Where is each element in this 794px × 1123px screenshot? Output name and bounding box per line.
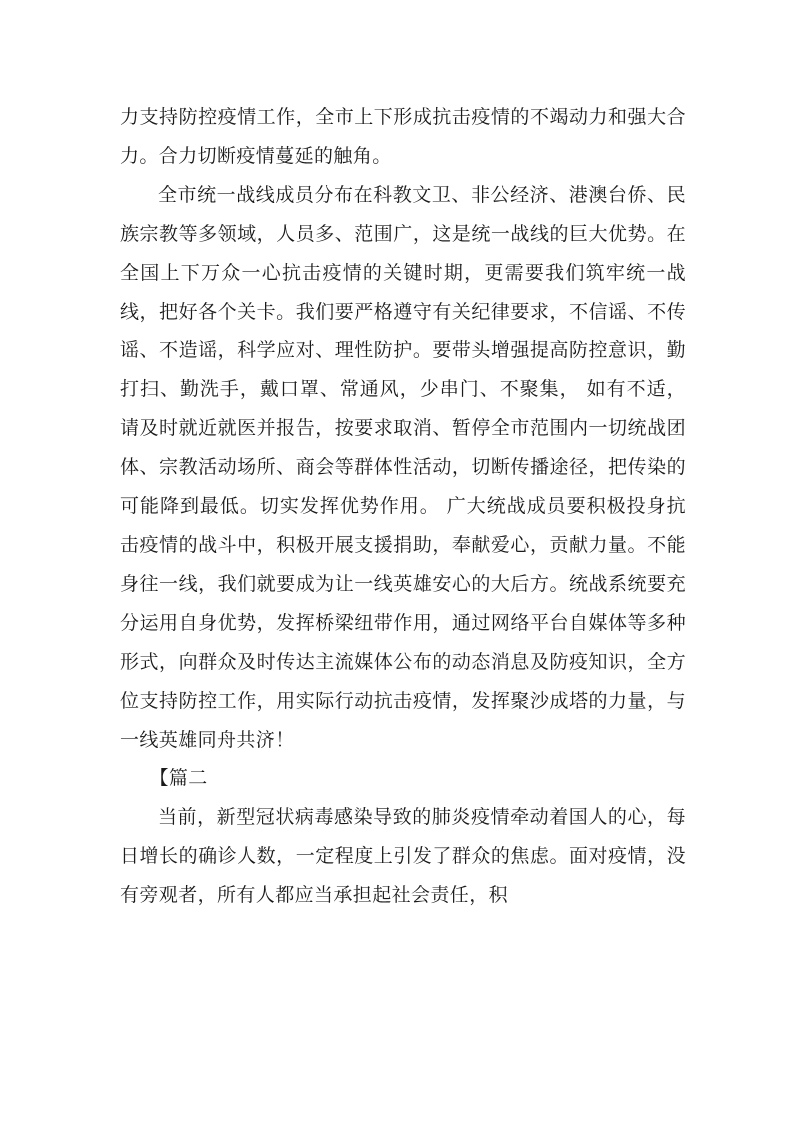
paragraph-continuation: 力支持防控疫情工作，全市上下形成抗击疫情的不竭动力和强大合力。合力切断疫情蔓延的触角。	[120, 106, 686, 167]
section-heading-part-two: 【篇二	[149, 767, 208, 790]
paragraph-united-front: 全市统一战线成员分布在科教文卫、非公经济、港澳台侨、民族宗教等多领域，人员多、范围广，这是统一战线的巨大优势。在全国上下万众一心抗击疫情的关键时期，更需要我们筑牢统一战线，把好各个关卡。我们要严格遵守有关纪律要求，不信谣、不传谣、不造谣，科学应对、理性防护。要带头增强提高防控意识，勤打扫、勤洗手，戴口罩、常通风，少串门、不聚集， 如有不适，请及时就近就医并报告，按要求取消、暂停全市范围内一切统战团体、宗教活动场所、商会等群体性活动，切断传播途径，把传染的可能降到最低。切实发挥优势作用。 广大统战成员要积极投身抗击疫情的战斗中，积极开展支援捐助，奉献爱心，贡献力量。不能身往一线，我们就要成为让一线英雄安心的大后方。统战系统要充分运用自身优势，发挥桥梁纽带作用，通过网络平台自媒体等多种形式，向群众及时传达主流媒体公布的动态消息及防疫知识，全方位支持防控工作，用实际行动抗击疫情，发挥聚沙成塔的力量，与一线英雄同舟共济！	[120, 183, 686, 751]
paragraph-part-two-intro: 当前，新型冠状病毒感染导致的肺炎疫情牵动着国人的心，每日增长的确诊人数，一定程度上引发了群众的焦虑。面对疫情，没有旁观者，所有人都应当承担起社会责任，积	[120, 806, 686, 907]
document-page	[120, 98, 686, 915]
